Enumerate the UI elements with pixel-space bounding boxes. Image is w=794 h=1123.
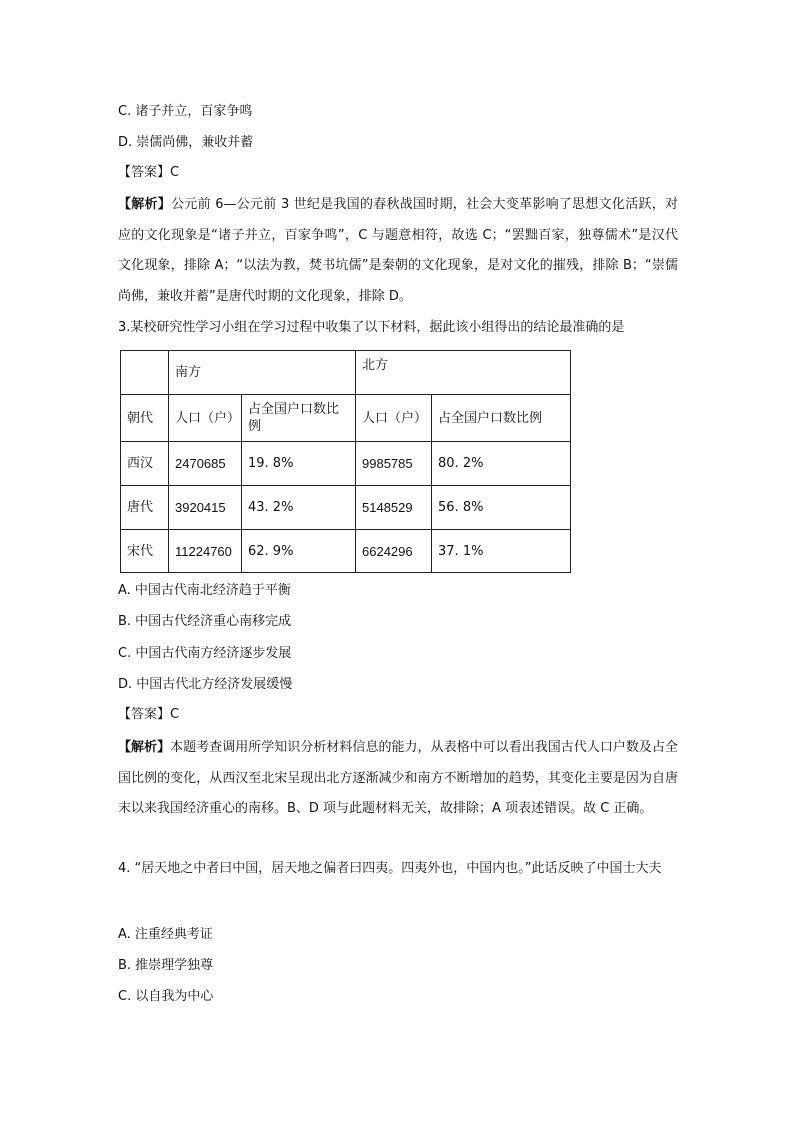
- q3-option-a: A. 中国古代南北经济趋于平衡: [118, 583, 291, 598]
- south-ratio-cell: 19. 8%: [242, 442, 356, 486]
- north-ratio-cell: 56. 8%: [432, 486, 571, 530]
- q2-option-c: C. 诸子并立，百家争鸣: [118, 104, 253, 119]
- answer-value: C: [170, 707, 180, 722]
- answer-label: 【答案】: [118, 707, 171, 722]
- dynasty-cell: 唐代: [121, 486, 169, 530]
- north-population-header: 人口（户）: [356, 395, 432, 442]
- q2-answer: [118, 162, 179, 184]
- table-row: [121, 530, 571, 573]
- south-pop-cell: 11224760: [169, 530, 242, 573]
- analysis-text: 公元前 6—公元前 3 世纪是我国的春秋战国时期，社会大变革影响了思想文化活跃，对应的文化现象是“诸子并立，百家争鸣”，C 与题意相符，故选 C；“罢黜百家，独尊儒术”是汉代文化现象，排除 A；“以法为教，焚书坑儒”是秦朝的文化现象，是对文化的摧残，排除 B；“崇儒尚佛，兼收并蓄”是唐代时期的文化现象，排除 D。: [118, 197, 678, 304]
- south-ratio-cell: 62. 9%: [242, 530, 356, 573]
- south-header: 南方: [169, 351, 356, 395]
- north-header: 北方: [356, 351, 571, 395]
- q3-option-b: B. 中国古代经济重心南移完成: [118, 614, 292, 629]
- south-ratio-cell: 43. 2%: [242, 486, 356, 530]
- q2-option-d: D. 崇儒尚佛，兼收并蓄: [118, 135, 254, 150]
- q3-option-d: D. 中国古代北方经济发展缓慢: [118, 677, 293, 692]
- q3-analysis: [118, 733, 678, 825]
- q4-stem: 4. “居天地之中者曰中国，居天地之偏者曰四夷。四夷外也，中国内也。”此话反映了中国士大夫: [118, 861, 662, 876]
- north-ratio-header: 占全国户口数比例: [432, 395, 571, 442]
- north-ratio-cell: 80. 2%: [432, 442, 571, 486]
- q3-answer: [118, 704, 179, 726]
- analysis-label: 【解析】: [118, 740, 171, 755]
- analysis-label: 【解析】: [118, 197, 172, 212]
- south-pop-cell: 3920415: [169, 486, 242, 530]
- south-pop-cell: 2470685: [169, 442, 242, 486]
- q3-stem: 3.某校研究性学习小组在学习过程中收集了以下材料，据此该小组得出的结论最准确的是: [118, 320, 625, 335]
- table-row: [121, 442, 571, 486]
- north-ratio-cell: 37. 1%: [432, 530, 571, 573]
- dynasty-cell: 西汉: [121, 442, 169, 486]
- q3-option-c: C. 中国古代南方经济逐步发展: [118, 646, 292, 661]
- dynasty-cell: 宋代: [121, 530, 169, 573]
- answer-label: 【答案】: [118, 165, 171, 180]
- table-corner: [121, 351, 169, 395]
- q4-option-a: A. 注重经典考证: [118, 927, 213, 942]
- population-table: [120, 350, 571, 573]
- south-ratio-header: 占全国户口数比例: [242, 395, 356, 442]
- q2-analysis: [118, 190, 678, 312]
- answer-value: C: [170, 165, 180, 180]
- north-pop-cell: 9985785: [356, 442, 432, 486]
- q4-option-b: B. 推崇理学独尊: [118, 958, 214, 973]
- table-row: [121, 486, 571, 530]
- north-pop-cell: 6624296: [356, 530, 432, 573]
- north-pop-cell: 5148529: [356, 486, 432, 530]
- analysis-text: 本题考查调用所学知识分析材料信息的能力，从表格中可以看出我国古代人口户数及占全国比例的变化，从西汉至北宋呈现出北方逐渐减少和南方不断增加的趋势，其变化主要是因为自唐末以来我国经济重心的南移。B、D 项与此题材料无关，故排除；A 项表述错误。故 C 正确。: [118, 740, 678, 816]
- dynasty-header: 朝代: [121, 395, 169, 442]
- q4-option-c: C. 以自我为中心: [118, 989, 214, 1004]
- south-population-header: 人口（户）: [169, 395, 242, 442]
